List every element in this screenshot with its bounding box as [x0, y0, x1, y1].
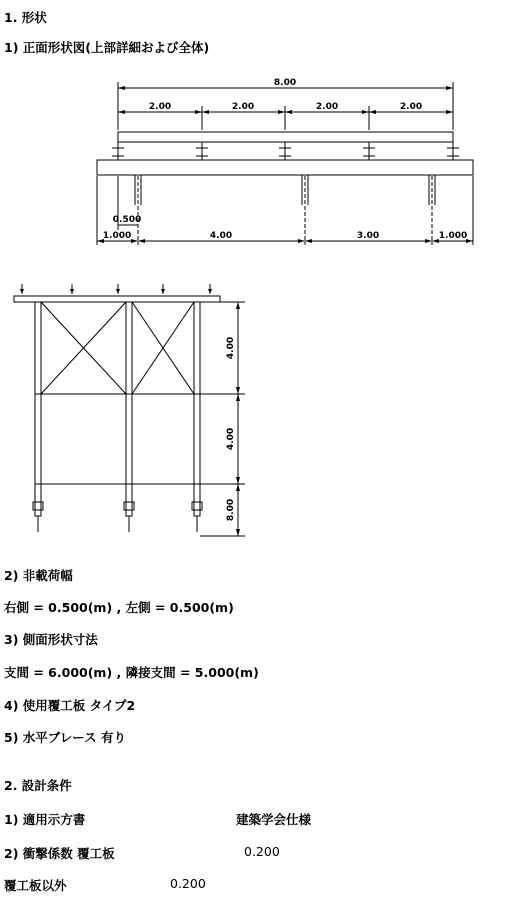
dim-height-3: 8.00	[226, 498, 236, 522]
section-heading-design: 2. 設計条件	[4, 778, 72, 793]
horizontal-brace: 5) 水平ブレース 有り	[4, 730, 126, 745]
cond-impact-label: 2) 衝撃係数 覆工板	[4, 846, 115, 861]
side-dimensions-values: 支間 = 6.000(m) , 隣接支間 = 5.000(m)	[4, 665, 259, 680]
dim-span-1: 2.00	[148, 102, 172, 112]
cond-impact-value: 0.200	[244, 844, 280, 859]
dim-bottom-4: 1.000	[438, 231, 468, 241]
front-view-drawing	[0, 0, 527, 260]
dim-height-1: 4.00	[226, 336, 236, 360]
deck-plate-type: 4) 使用覆工板 タイプ2	[4, 698, 136, 713]
front-view-caption: 1) 正面形状図(上部詳細および全体)	[4, 40, 210, 55]
cond-spec-label: 1) 適用示方書	[4, 812, 86, 827]
cond-other-label: 覆工板以外	[4, 878, 67, 893]
dim-height-2: 4.00	[226, 427, 236, 451]
dim-span-3: 2.00	[315, 102, 339, 112]
side-view-drawing	[0, 280, 260, 550]
dim-bottom-2: 4.00	[209, 231, 233, 241]
non-load-width-values: 右側 = 0.500(m) , 左側 = 0.500(m)	[4, 600, 234, 615]
section-heading-shape: 1. 形状	[4, 10, 47, 25]
cond-spec-value: 建築学会仕様	[236, 812, 312, 827]
side-dimensions-heading: 3) 側面形状寸法	[4, 632, 98, 647]
dim-span-2: 2.00	[231, 102, 255, 112]
dim-total: 8.00	[273, 78, 297, 88]
dim-bottom-3: 3.00	[356, 231, 380, 241]
dim-offset: 0.500	[112, 215, 142, 225]
cond-other-value: 0.200	[170, 876, 206, 891]
non-load-width-heading: 2) 非載荷幅	[4, 568, 73, 583]
dim-span-4: 2.00	[399, 102, 423, 112]
dim-bottom-1: 1.000	[102, 231, 132, 241]
